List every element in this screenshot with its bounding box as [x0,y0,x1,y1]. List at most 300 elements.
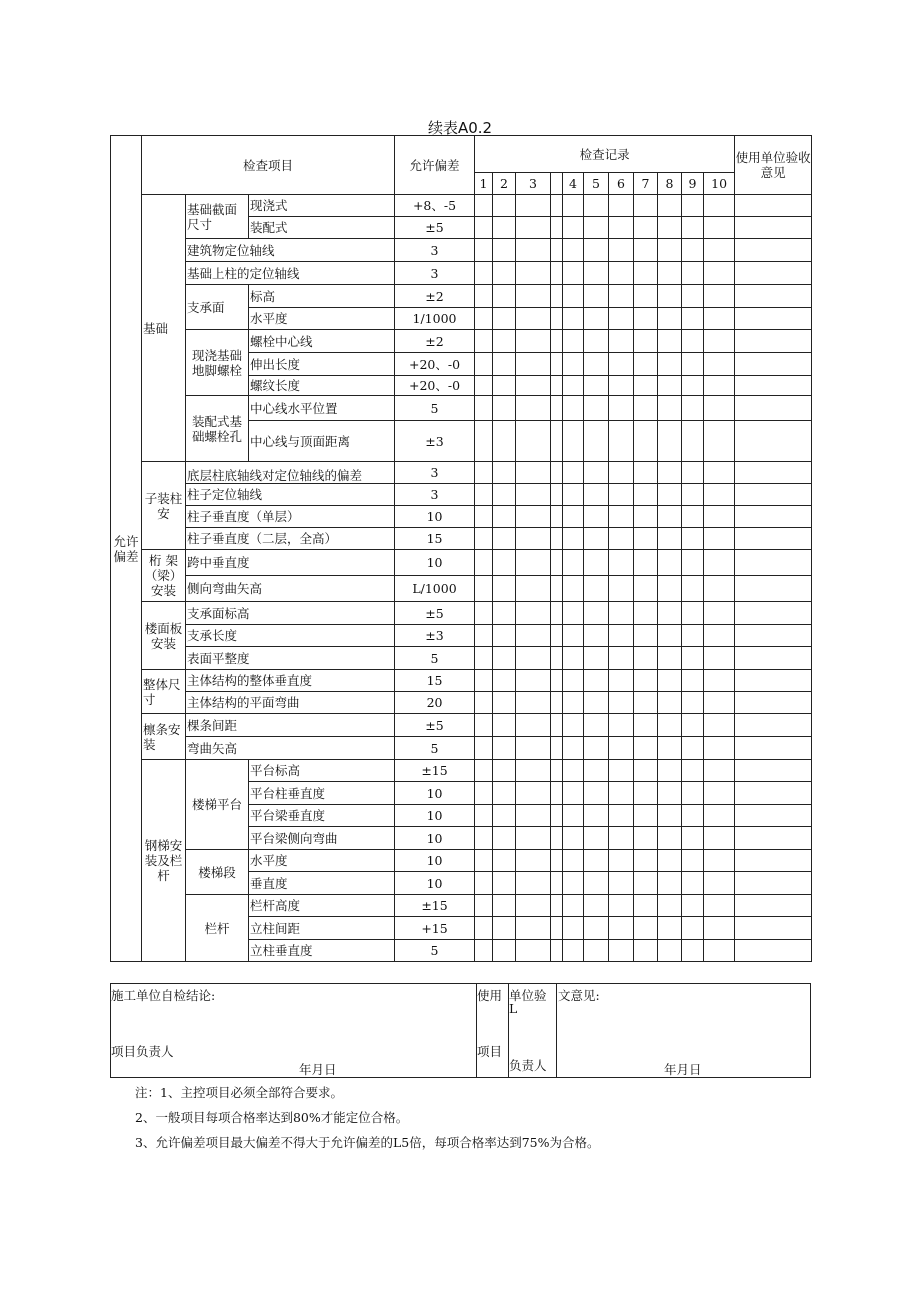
record-cell[interactable] [493,353,516,376]
record-cell[interactable] [493,805,516,827]
record-cell[interactable] [704,625,735,647]
record-cell[interactable] [516,484,551,506]
record-cell[interactable] [516,760,551,782]
opinion-cell[interactable] [735,602,812,625]
record-cell[interactable] [563,895,584,917]
opinion-cell[interactable] [735,576,812,602]
record-cell[interactable] [516,262,551,285]
record-cell[interactable] [563,850,584,872]
record-cell[interactable] [584,714,609,737]
record-cell[interactable] [704,850,735,872]
record-cell[interactable] [682,602,704,625]
record-cell[interactable] [551,550,563,576]
record-cell[interactable] [475,376,493,396]
record-cell[interactable] [475,576,493,602]
record-cell[interactable] [563,827,584,850]
record-cell[interactable] [682,850,704,872]
record-cell[interactable] [609,376,634,396]
opinion-cell[interactable] [735,895,812,917]
record-cell[interactable] [658,376,682,396]
opinion-cell[interactable] [735,484,812,506]
record-cell[interactable] [634,714,658,737]
record-cell[interactable] [493,285,516,308]
opinion-cell[interactable] [735,528,812,550]
record-cell[interactable] [609,195,634,217]
record-cell[interactable] [584,550,609,576]
record-cell[interactable] [704,353,735,376]
record-cell[interactable] [584,421,609,462]
record-cell[interactable] [551,262,563,285]
record-cell[interactable] [516,647,551,670]
record-cell[interactable] [563,917,584,940]
opinion-cell[interactable] [735,217,812,239]
record-cell[interactable] [493,602,516,625]
record-cell[interactable] [682,782,704,805]
record-cell[interactable] [475,528,493,550]
record-cell[interactable] [658,550,682,576]
record-cell[interactable] [704,421,735,462]
record-cell[interactable] [563,239,584,262]
record-cell[interactable] [475,602,493,625]
record-cell[interactable] [493,484,516,506]
record-cell[interactable] [584,782,609,805]
record-cell[interactable] [551,421,563,462]
record-cell[interactable] [634,308,658,330]
record-cell[interactable] [658,714,682,737]
record-cell[interactable] [704,195,735,217]
record-cell[interactable] [493,195,516,217]
record-cell[interactable] [563,782,584,805]
record-cell[interactable] [658,850,682,872]
record-cell[interactable] [704,647,735,670]
record-cell[interactable] [704,376,735,396]
record-cell[interactable] [658,576,682,602]
record-cell[interactable] [493,421,516,462]
record-cell[interactable] [704,670,735,692]
record-cell[interactable] [682,506,704,528]
record-cell[interactable] [584,576,609,602]
record-cell[interactable] [634,353,658,376]
record-cell[interactable] [634,647,658,670]
record-cell[interactable] [682,940,704,962]
opinion-cell[interactable] [735,239,812,262]
record-cell[interactable] [682,805,704,827]
record-cell[interactable] [609,506,634,528]
record-cell[interactable] [516,872,551,895]
record-cell[interactable] [658,602,682,625]
record-cell[interactable] [516,625,551,647]
opinion-cell[interactable] [735,376,812,396]
record-cell[interactable] [634,602,658,625]
record-cell[interactable] [682,462,704,484]
record-cell[interactable] [682,262,704,285]
record-cell[interactable] [551,782,563,805]
record-cell[interactable] [609,602,634,625]
record-cell[interactable] [609,872,634,895]
record-cell[interactable] [516,895,551,917]
record-cell[interactable] [704,737,735,760]
record-cell[interactable] [563,550,584,576]
record-cell[interactable] [584,692,609,714]
record-cell[interactable] [516,805,551,827]
record-cell[interactable] [563,737,584,760]
record-cell[interactable] [634,506,658,528]
record-cell[interactable] [563,376,584,396]
record-cell[interactable] [563,805,584,827]
record-cell[interactable] [682,285,704,308]
record-cell[interactable] [658,805,682,827]
record-cell[interactable] [563,872,584,895]
record-cell[interactable] [551,827,563,850]
record-cell[interactable] [475,550,493,576]
record-cell[interactable] [634,528,658,550]
record-cell[interactable] [493,827,516,850]
record-cell[interactable] [609,217,634,239]
record-cell[interactable] [475,850,493,872]
record-cell[interactable] [584,895,609,917]
record-cell[interactable] [682,760,704,782]
record-cell[interactable] [551,737,563,760]
record-cell[interactable] [493,330,516,353]
record-cell[interactable] [516,550,551,576]
record-cell[interactable] [551,602,563,625]
opinion-cell[interactable] [735,940,812,962]
record-cell[interactable] [551,217,563,239]
record-cell[interactable] [682,670,704,692]
record-cell[interactable] [704,760,735,782]
opinion-cell[interactable] [735,805,812,827]
record-cell[interactable] [475,737,493,760]
record-cell[interactable] [563,528,584,550]
opinion-cell[interactable] [735,917,812,940]
record-cell[interactable] [704,506,735,528]
record-cell[interactable] [584,217,609,239]
opinion-cell[interactable] [735,850,812,872]
record-cell[interactable] [704,330,735,353]
opinion-cell[interactable] [735,872,812,895]
record-cell[interactable] [658,239,682,262]
record-cell[interactable] [609,285,634,308]
record-cell[interactable] [475,647,493,670]
record-cell[interactable] [634,239,658,262]
record-cell[interactable] [704,262,735,285]
record-cell[interactable] [704,550,735,576]
opinion-cell[interactable] [735,308,812,330]
record-cell[interactable] [704,396,735,421]
record-cell[interactable] [516,376,551,396]
record-cell[interactable] [493,940,516,962]
record-cell[interactable] [516,917,551,940]
record-cell[interactable] [634,692,658,714]
record-cell[interactable] [516,330,551,353]
record-cell[interactable] [634,484,658,506]
record-cell[interactable] [634,462,658,484]
record-cell[interactable] [516,850,551,872]
record-cell[interactable] [584,940,609,962]
opinion-cell[interactable] [735,737,812,760]
record-cell[interactable] [584,330,609,353]
record-cell[interactable] [563,940,584,962]
record-cell[interactable] [551,647,563,670]
record-cell[interactable] [516,217,551,239]
record-cell[interactable] [516,506,551,528]
record-cell[interactable] [563,195,584,217]
record-cell[interactable] [658,528,682,550]
record-cell[interactable] [563,692,584,714]
record-cell[interactable] [475,308,493,330]
record-cell[interactable] [658,692,682,714]
record-cell[interactable] [493,895,516,917]
record-cell[interactable] [493,714,516,737]
record-cell[interactable] [584,647,609,670]
record-cell[interactable] [551,376,563,396]
record-cell[interactable] [584,917,609,940]
record-cell[interactable] [634,670,658,692]
record-cell[interactable] [704,462,735,484]
opinion-cell[interactable] [735,353,812,376]
record-cell[interactable] [634,782,658,805]
record-cell[interactable] [658,462,682,484]
record-cell[interactable] [658,872,682,895]
record-cell[interactable] [682,625,704,647]
record-cell[interactable] [516,940,551,962]
record-cell[interactable] [551,308,563,330]
record-cell[interactable] [704,602,735,625]
opinion-cell[interactable] [735,827,812,850]
record-cell[interactable] [516,353,551,376]
record-cell[interactable] [704,895,735,917]
record-cell[interactable] [584,376,609,396]
record-cell[interactable] [551,195,563,217]
record-cell[interactable] [609,421,634,462]
record-cell[interactable] [551,239,563,262]
record-cell[interactable] [634,625,658,647]
record-cell[interactable] [682,872,704,895]
record-cell[interactable] [609,330,634,353]
record-cell[interactable] [563,625,584,647]
record-cell[interactable] [551,576,563,602]
record-cell[interactable] [584,308,609,330]
opinion-cell[interactable] [735,506,812,528]
record-cell[interactable] [634,576,658,602]
record-cell[interactable] [475,670,493,692]
record-cell[interactable] [584,528,609,550]
record-cell[interactable] [658,217,682,239]
record-cell[interactable] [516,782,551,805]
record-cell[interactable] [584,827,609,850]
record-cell[interactable] [475,353,493,376]
record-cell[interactable] [493,262,516,285]
record-cell[interactable] [609,782,634,805]
opinion-cell[interactable] [735,714,812,737]
opinion-cell[interactable] [735,195,812,217]
record-cell[interactable] [475,396,493,421]
record-cell[interactable] [516,692,551,714]
record-cell[interactable] [475,462,493,484]
record-cell[interactable] [475,239,493,262]
opinion-cell[interactable] [735,262,812,285]
record-cell[interactable] [516,285,551,308]
record-cell[interactable] [475,217,493,239]
record-cell[interactable] [584,625,609,647]
record-cell[interactable] [475,872,493,895]
record-cell[interactable] [634,827,658,850]
opinion-cell[interactable] [735,462,812,484]
record-cell[interactable] [475,917,493,940]
record-cell[interactable] [658,285,682,308]
record-cell[interactable] [551,895,563,917]
record-cell[interactable] [658,895,682,917]
record-cell[interactable] [704,308,735,330]
record-cell[interactable] [609,805,634,827]
record-cell[interactable] [658,782,682,805]
record-cell[interactable] [516,827,551,850]
opinion-cell[interactable] [735,550,812,576]
record-cell[interactable] [563,760,584,782]
record-cell[interactable] [682,895,704,917]
record-cell[interactable] [516,396,551,421]
record-cell[interactable] [493,239,516,262]
record-cell[interactable] [609,940,634,962]
record-cell[interactable] [551,850,563,872]
record-cell[interactable] [704,872,735,895]
record-cell[interactable] [516,308,551,330]
record-cell[interactable] [682,550,704,576]
record-cell[interactable] [658,647,682,670]
record-cell[interactable] [634,917,658,940]
record-cell[interactable] [475,625,493,647]
record-cell[interactable] [658,737,682,760]
record-cell[interactable] [682,330,704,353]
record-cell[interactable] [658,940,682,962]
record-cell[interactable] [563,308,584,330]
record-cell[interactable] [493,528,516,550]
record-cell[interactable] [609,396,634,421]
record-cell[interactable] [551,484,563,506]
record-cell[interactable] [493,760,516,782]
record-cell[interactable] [516,195,551,217]
record-cell[interactable] [682,528,704,550]
record-cell[interactable] [584,285,609,308]
record-cell[interactable] [493,396,516,421]
record-cell[interactable] [682,195,704,217]
record-cell[interactable] [493,550,516,576]
record-cell[interactable] [634,285,658,308]
record-cell[interactable] [551,285,563,308]
record-cell[interactable] [493,670,516,692]
record-cell[interactable] [609,353,634,376]
record-cell[interactable] [475,805,493,827]
opinion-cell[interactable] [735,421,812,462]
record-cell[interactable] [563,421,584,462]
record-cell[interactable] [634,421,658,462]
record-cell[interactable] [551,625,563,647]
record-cell[interactable] [609,737,634,760]
record-cell[interactable] [493,872,516,895]
record-cell[interactable] [704,827,735,850]
record-cell[interactable] [704,576,735,602]
record-cell[interactable] [551,917,563,940]
record-cell[interactable] [493,737,516,760]
opinion-cell[interactable] [735,330,812,353]
record-cell[interactable] [493,647,516,670]
record-cell[interactable] [704,714,735,737]
record-cell[interactable] [493,462,516,484]
record-cell[interactable] [516,421,551,462]
record-cell[interactable] [551,462,563,484]
record-cell[interactable] [563,217,584,239]
record-cell[interactable] [682,217,704,239]
record-cell[interactable] [682,353,704,376]
record-cell[interactable] [609,760,634,782]
record-cell[interactable] [634,940,658,962]
record-cell[interactable] [551,872,563,895]
record-cell[interactable] [634,262,658,285]
record-cell[interactable] [682,396,704,421]
record-cell[interactable] [609,714,634,737]
record-cell[interactable] [609,484,634,506]
record-cell[interactable] [704,528,735,550]
record-cell[interactable] [475,714,493,737]
record-cell[interactable] [493,625,516,647]
record-cell[interactable] [475,330,493,353]
record-cell[interactable] [704,805,735,827]
record-cell[interactable] [682,647,704,670]
record-cell[interactable] [475,760,493,782]
record-cell[interactable] [493,850,516,872]
record-cell[interactable] [584,670,609,692]
record-cell[interactable] [704,239,735,262]
record-cell[interactable] [563,262,584,285]
record-cell[interactable] [682,239,704,262]
record-cell[interactable] [658,330,682,353]
record-cell[interactable] [682,692,704,714]
record-cell[interactable] [516,239,551,262]
record-cell[interactable] [475,262,493,285]
record-cell[interactable] [551,330,563,353]
record-cell[interactable] [609,262,634,285]
record-cell[interactable] [516,576,551,602]
record-cell[interactable] [609,647,634,670]
record-cell[interactable] [551,528,563,550]
opinion-cell[interactable] [735,285,812,308]
record-cell[interactable] [658,396,682,421]
opinion-cell[interactable] [735,760,812,782]
record-cell[interactable] [682,827,704,850]
record-cell[interactable] [609,917,634,940]
record-cell[interactable] [682,714,704,737]
record-cell[interactable] [475,285,493,308]
record-cell[interactable] [609,670,634,692]
opinion-cell[interactable] [735,647,812,670]
record-cell[interactable] [658,195,682,217]
opinion-cell[interactable] [735,782,812,805]
record-cell[interactable] [551,940,563,962]
record-cell[interactable] [704,285,735,308]
record-cell[interactable] [584,353,609,376]
record-cell[interactable] [704,940,735,962]
record-cell[interactable] [609,625,634,647]
record-cell[interactable] [634,872,658,895]
record-cell[interactable] [493,917,516,940]
record-cell[interactable] [682,917,704,940]
record-cell[interactable] [584,805,609,827]
record-cell[interactable] [658,353,682,376]
record-cell[interactable] [634,195,658,217]
opinion-cell[interactable] [735,625,812,647]
record-cell[interactable] [704,782,735,805]
record-cell[interactable] [584,195,609,217]
